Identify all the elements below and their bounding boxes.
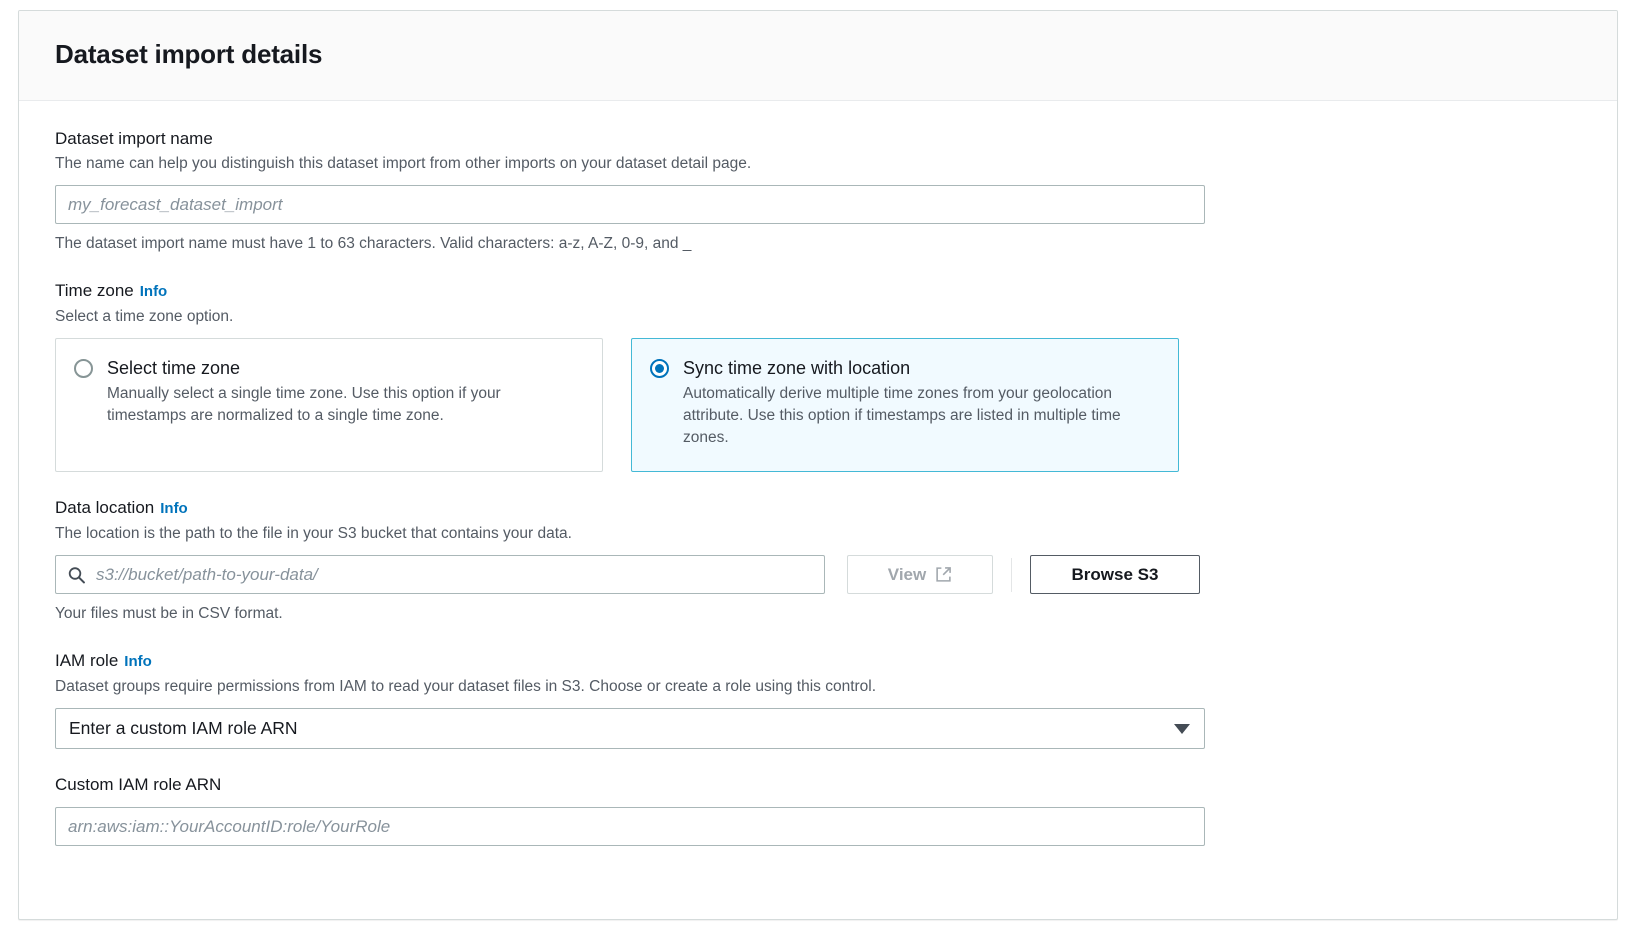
panel-body xyxy=(19,101,1617,890)
data-location-label-text: Data location xyxy=(55,498,155,517)
dataset-import-name-field xyxy=(55,127,1581,255)
view-button[interactable] xyxy=(847,555,993,594)
data-location-info-link[interactable]: Info xyxy=(160,500,188,517)
data-location-input[interactable] xyxy=(55,555,825,594)
iam-role-select[interactable] xyxy=(55,708,1205,749)
data-location-label xyxy=(55,496,1581,521)
iam-role-field xyxy=(55,649,1581,749)
custom-iam-role-arn-input[interactable] xyxy=(55,807,1205,846)
time-zone-description: Select a time zone option. xyxy=(55,308,234,325)
iam-role-info-link[interactable]: Info xyxy=(124,653,152,670)
dataset-import-name-input[interactable] xyxy=(55,185,1205,224)
dataset-import-name-hint: The dataset import name must have 1 to 63 characters. Valid characters: a-z, A-Z, 0-9, and _ xyxy=(55,235,692,252)
data-location-input-wrap xyxy=(55,555,825,594)
time-zone-option-sync-description: Automatically derive multiple time zones from your geolocation attribute. Use this option if timestamps are listed in multiple time zones. xyxy=(683,385,1121,446)
dataset-import-details-panel xyxy=(18,10,1618,920)
browse-s3-button-label: Browse S3 xyxy=(1071,564,1159,584)
iam-role-description: Dataset groups require permissions from IAM to read your dataset files in S3. Choose or create a role using this control. xyxy=(55,678,877,695)
time-zone-field xyxy=(55,279,1581,472)
time-zone-option-select-description: Manually select a single time zone. Use this option if your timestamps are normalized to a single time zone. xyxy=(107,385,501,424)
browse-s3-button[interactable] xyxy=(1030,555,1200,594)
data-location-field xyxy=(55,496,1581,625)
data-location-row xyxy=(55,555,1581,594)
dataset-import-name-description: The name can help you distinguish this dataset import from other imports on your dataset detail page. xyxy=(55,155,752,172)
external-link-icon xyxy=(935,566,952,583)
time-zone-option-select[interactable] xyxy=(55,338,603,472)
panel-header xyxy=(19,11,1617,101)
chevron-down-icon[interactable] xyxy=(1174,724,1190,734)
iam-role-label xyxy=(55,649,1581,674)
data-location-hint: Your files must be in CSV format. xyxy=(55,605,283,622)
time-zone-option-select-title: Select time zone xyxy=(107,358,241,378)
custom-iam-role-arn-field xyxy=(55,773,1581,846)
time-zone-option-sync-text xyxy=(683,355,1160,453)
dataset-import-name-label: Dataset import name xyxy=(55,129,213,148)
custom-iam-role-arn-label: Custom IAM role ARN xyxy=(55,775,222,794)
data-location-description: The location is the path to the file in your S3 bucket that contains your data. xyxy=(55,525,572,542)
iam-role-selected-value: Enter a custom IAM role ARN xyxy=(69,718,298,738)
time-zone-option-select-text xyxy=(107,355,584,453)
radio-icon[interactable] xyxy=(74,359,93,378)
iam-role-label-text: IAM role xyxy=(55,651,119,670)
button-divider xyxy=(1011,558,1012,592)
time-zone-label xyxy=(55,279,1581,304)
time-zone-label-text: Time zone xyxy=(55,281,134,300)
time-zone-info-link[interactable]: Info xyxy=(139,283,168,300)
view-button-label: View xyxy=(887,564,927,584)
time-zone-option-group xyxy=(55,338,1581,472)
time-zone-option-sync[interactable] xyxy=(631,338,1179,472)
radio-selected-icon[interactable] xyxy=(650,359,669,378)
page-title: Dataset import details xyxy=(55,39,323,69)
time-zone-option-sync-title: Sync time zone with location xyxy=(683,358,911,378)
